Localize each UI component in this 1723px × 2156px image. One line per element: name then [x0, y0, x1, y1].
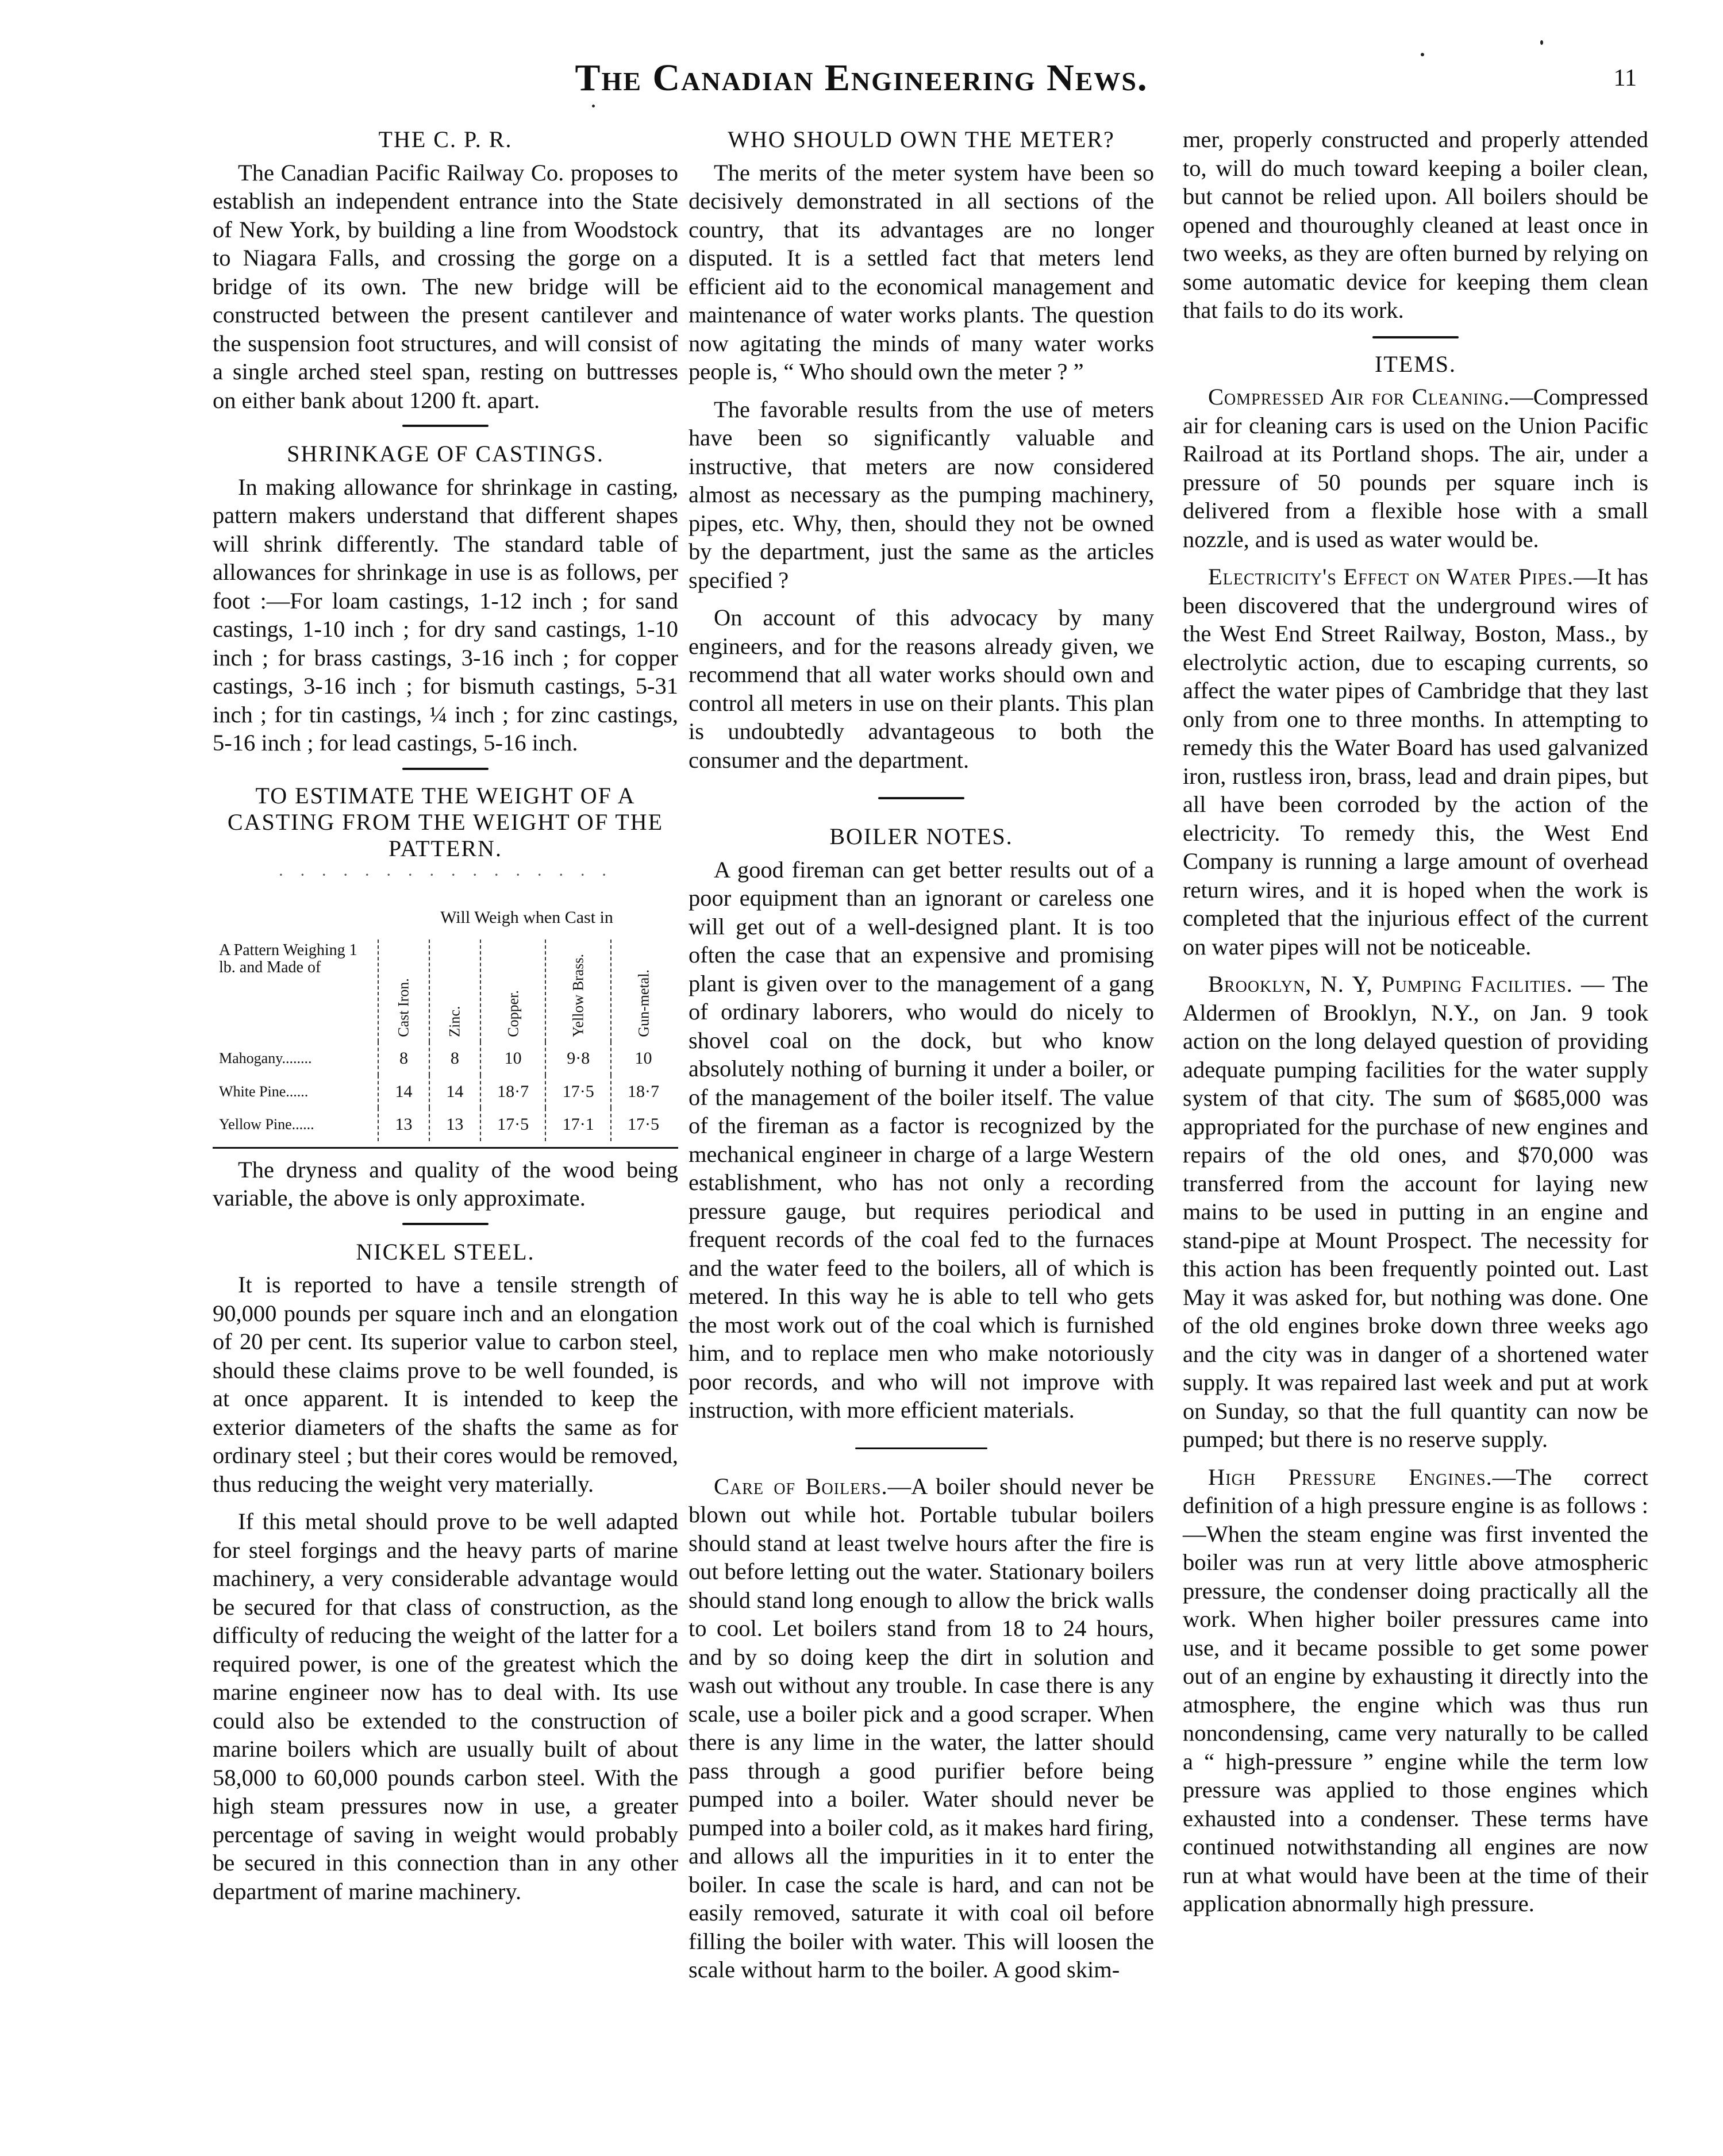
masthead-title: The Canadian Engineering News. — [575, 57, 1148, 99]
table-row: Mahogany........ 8 8 10 9·8 10 — [216, 1042, 675, 1075]
nickel-headline: NICKEL STEEL. — [356, 1238, 535, 1265]
column-header: Zinc. — [429, 940, 480, 1042]
column-header: Cast Iron. — [378, 940, 429, 1042]
section-divider — [402, 768, 489, 770]
meter-headline: WHO SHOULD OWN THE METER? — [728, 126, 1115, 152]
item-electricity: Electricity's Effect on Water Pipes.—It has been discovered that the underground wires of the West End Street Railway, Boston, Mass., by electrolytic action, due to escaping currents, so affect the water pipes of Cambridge that they last only from one to three months. In attempting to remedy this the Water Board has used galvanized iron, rustless iron, brass, lead and drain pipes, but all have been corroded by the action of the electricity. To remedy this, the West End Company is running a large amount of overhead return wires, and it is hoped when the work is completed that the injurious effect of the current on water pipes will not be noticeable. — [1183, 564, 1648, 960]
dotted-divider: · · · · · · · · · · · · · · · · — [278, 865, 613, 884]
column-right — [1183, 125, 1648, 1918]
table-row: Yellow Pine...... 13 13 17·5 17·1 17·5 — [216, 1108, 675, 1141]
section-divider — [855, 1447, 987, 1449]
boiler-headline: BOILER NOTES. — [829, 823, 1013, 849]
shrinkage-headline: SHRINKAGE OF CASTINGS. — [287, 441, 604, 467]
column-header: Yellow Brass. — [545, 940, 611, 1042]
meter-paragraph: The merits of the meter system have been so decisively demonstrated in all sections of the country, that its advantages are no longer disputed. It is a settled fact that meters lend efficient aid to the economical management and maintenance of water works plants. The question now agitating the minds of many water works people is, “ Who should own the meter ? ” — [689, 159, 1154, 384]
nickel-paragraph: It is reported to have a tensile strength of 90,000 pounds per square inch and an elongation of 20 per cent. Its superior value to carbon steel, should these claims prove to be well founded, is at once apparent. It is intended to keep the exterior diameters of the shafts the same as for ordinary steel ; but their cores would be removed, thus reducing the weight very materially. — [213, 1272, 678, 1497]
section-divider — [878, 797, 964, 799]
meter-paragraph: The favorable results from the use of meters have been so significantly valuable and instructive, that meters are now considered almost as necessary as the pumping machinery, pipes, etc. Why, then, should they not be owned by the department, just the same as the articles specified ? — [689, 396, 1154, 593]
meter-paragraph: On account of this advocacy by many engineers, and for the reasons already given, we recommend that all water works should own and control all meters in use on their plants. This plan is undoubtedly advantageous to both the consumer and the department. — [689, 605, 1154, 773]
cpr-headline: THE C. P. R. — [378, 126, 513, 152]
section-divider — [1372, 336, 1459, 338]
print-speck — [1421, 53, 1424, 56]
column-left — [213, 125, 678, 1905]
care-of-boilers-paragraph: Care of Boilers.—A boiler should never be blown out while hot. Portable tubular boilers should stand at least twelve hours after the fire is out before letting out the water. Stationary boilers should stand long enough to allow the brick walls to cool. Let boilers stand from 18 to 24 hours, and by so doing keep the dirt in solution and wash out without any trouble. In case there is any scale, use a boiler pick and a good scraper. When there is any lime in the water, the latter should pass through a good purifier before being pumped into a boiler. Water should never be pumped into a boiler cold, as it makes hard firing, and allows all the impurities in it to enter the boiler. In case the scale is hard, and can not be easily removed, saturate it with coal oil before filling the boiler with water. This will loosen the scale without harm to the boiler. A good skim- — [689, 1473, 1154, 1982]
estimate-headline: TO ESTIMATE THE WEIGHT OF A CASTING FROM THE WEIGHT OF THE PATTERN. — [227, 782, 664, 861]
skimmer-continuation: mer, properly constructed and properly attended to, will do much toward keeping a boiler clean, but cannot be relied upon. All boilers should be opened and thouroughly cleaned at least once in two weeks, as they are often burned by relying on some automatic device for keeping them clean that fails to do its work. — [1183, 126, 1648, 323]
print-speck — [1540, 40, 1543, 45]
section-divider — [402, 425, 489, 427]
item-high-pressure: High Pressure Engines.—The correct definition of a high pressure engine is as follows :—When the steam engine was first invented the boiler was run at very little above atmospheric pressure, the condenser doing practically all the work. When higher boiler pressures came into use, and it became possible to get some power out of an engine by exhausting it directly into the atmosphere, the engine which was thus run noncondensing, came very naturally to be called a “ high-pressure ” engine while the term low pressure was applied to those engines which exhausted into a condenser. These terms have continued notwithstanding all engines are now run at what would have been at the time of their application abnormally high pressure. — [1183, 1464, 1648, 1916]
items-headline: ITEMS. — [1375, 351, 1456, 377]
shrinkage-body: In making allowance for shrinkage in casting, pattern makers understand that different shapes will shrink differently. The standard table of allowances for shrinkage in use is as follows, per foot :—For loam castings, 1-12 inch ; for sand castings, 1-10 inch ; for dry sand castings, 1-10 inch ; for brass castings, 3-16 inch ; for copper castings, 3-16 inch ; for bismuth castings, 5-31 inch ; for tin castings, ¼ inch ; for zinc castings, 5-16 inch ; for lead castings, 5-16 inch. — [213, 473, 678, 756]
print-speck — [592, 105, 595, 107]
column-middle — [689, 125, 1154, 1984]
nickel-paragraph: If this metal should prove to be well adapted for steel forgings and the heavy parts of marine machinery, a very considerable advantage would be secured for that class of construction, as the difficulty of reducing the weight of the latter for a required power, is one of the greatest which the marine engineer now has to deal with. Its use could also be extended to the construction of marine boilers which are usually built of about 58,000 to 60,000 pounds carbon steel. With the high steam pressures now in use, a greater percentage of saving in weight would probably be secured in this connection than in any other department of marine machinery. — [213, 1508, 678, 1904]
section-divider — [402, 1223, 489, 1225]
boiler-paragraph: A good fireman can get better results out of a poor equipment than an ignorant or careless one will get out of a well-designed plant. It is too often the case that an expensive and promising plant is given over to the management of a gang of ordinary laborers, who would do nicely to shovel coal on the dock, but who know absolutely nothing of burning it under a boiler, or of the management of the boiler itself. The value of the fireman as a factor is recognized by the mechanical engineer in charge of a large Western establishment, who has not only a recording pressure gauge, but requires periodical and frequent records of the coal fed to the furnaces and the water feed to the boilers, all of which is metered. In this way he is able to tell who gets the most work out of the coal which is furnished him, and to replace men who make notoriously poor records, and who will not improve with instruction, with more efficient materials. — [689, 856, 1154, 1423]
item-compressed-air: Compressed Air for Cleaning.—Compressed air for cleaning cars is used on the Union Pacific Railroad at its Portland shops. The air, under a pressure of 50 pounds per square inch is delivered from a flexible hose with a small nozzle, and is used as water would be. — [1183, 384, 1648, 552]
page-number: 11 — [1613, 65, 1637, 91]
care-of-boilers-lead: Care of Boilers. — [714, 1473, 888, 1499]
table-note: The dryness and quality of the wood being variable, the above is only approximate. — [213, 1156, 678, 1211]
item-brooklyn: Brooklyn, N. Y, Pumping Facilities. — The Aldermen of Brooklyn, N.Y., on Jan. 9 took action on the long delayed question of providing adequate pumping facilities for the water supply system of that city. The sum of $685,000 was appropriated for the purchase of new engines and repairs of the old ones, and $70,000 was transferred from the account for laying new mains to be used in putting in an engine and stand-pipe at Mount Prospect. The necessity for this action has been frequently pointed out. Last May it was asked for, but nothing was done. One of the old engines broke down three weeks ago and the city was in danger of a shortened water supply. It was repaired last week and put at work on Sunday, so that the full quantity can now be pumped; but there is no reserve supply. — [1183, 971, 1648, 1452]
masthead — [0, 56, 1723, 120]
cpr-body: The Canadian Pacific Railway Co. proposes to establish an independent entrance into the State of New York, by building a line from Woodstock to Niagara Falls, and crossing the gorge on a bridge of its own. The new bridge will be constructed between the present cantilever and the suspension foot structures, and will consist of a single arched steel span, resting on buttresses on either bank about 1200 ft. apart. — [213, 159, 678, 413]
table-bottom-rule — [213, 1147, 678, 1149]
weight-table — [216, 901, 675, 1141]
column-header: Copper. — [480, 940, 546, 1042]
table-corner-label: A Pattern Weighing 1 lb. and Made of — [219, 941, 357, 976]
column-header: Gun-metal. — [611, 940, 675, 1042]
table-caption: Will Weigh when Cast in — [440, 907, 613, 927]
table-row: White Pine...... 14 14 18·7 17·5 18·7 — [216, 1075, 675, 1108]
